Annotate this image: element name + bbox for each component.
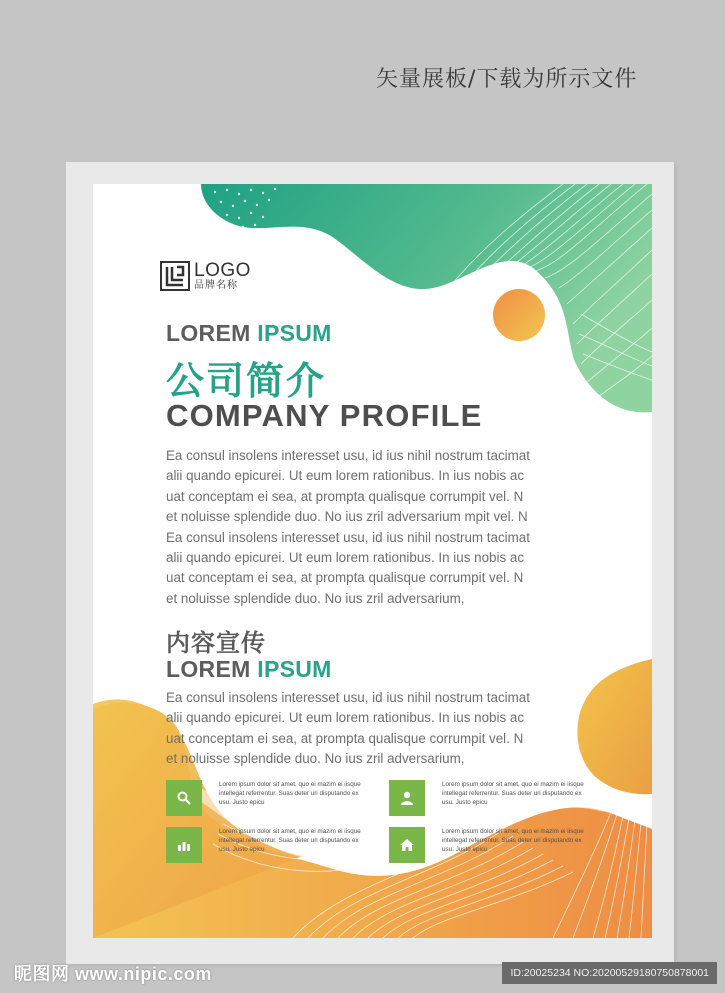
section-kicker: LOREM IPSUM [166,656,332,682]
poster [93,184,652,938]
title-english: COMPANY PROFILE [166,398,483,433]
title-chinese: 公司简介 [166,359,327,403]
search-icon [166,780,202,816]
feature-item: Lorem ipsum dolor sit amet, quo ei mazim ei iisque intellegat referrentur. Suas deter uri disputando ex usu. Justo epicu [389,780,592,816]
feature-item: Lorem ipsum dolor sit amet, quo ei mazim ei iisque intellegat referrentur. Suas deter uri disputando ex usu. Justo epicu [166,827,369,863]
watermark-text: 昵图网 www.nipic.com [14,964,212,984]
user-icon [389,780,425,816]
section-paragraph: Ea consul insolens interesset usu, id ius nihil nostrum tacimat alii quando epicurei. Ut eum lorem rationibus. In ius nobis ac uat conceptam ei sea, at prompta qualisque corrumpit vel. N et noluisse splendide duo. No ius zril adversarium, [166,690,530,767]
logo-mark-icon [160,261,190,291]
yellow-right-blob [577,659,652,794]
bar-chart-icon [166,827,202,863]
section-title-chinese: 内容宣传 [166,629,266,657]
home-icon [389,827,425,863]
feature-item: Lorem ipsum dolor sit amet, quo ei mazim ei iisque intellegat referrentur. Suas deter uri disputando ex usu. Justo epicu [389,827,592,863]
header-caption: 矢量展板/下载为所示文件 [376,67,638,92]
image-id-label: ID:20025234 NO:20200529180750878001 [502,962,717,984]
intro-paragraph: Ea consul insolens interesset usu, id ius nihil nostrum tacimat alii quando epicurei. Ut eum lorem rationibus. In ius nobis ac uat conceptam ei sea, at prompta qualisque corrumpit vel. N et noluisse splendide duo. No ius zril adversarium mpit vel. N Ea consul insolens interesset usu, id ius nihil nostrum tacimat alii quando epicurei. Ut eum lorem rationibus. In ius nobis ac uat conceptam ei sea, at prompta qualisque corrumpit vel. N et noluisse splendide duo. No ius zril adversarium, [166,448,530,606]
feature-item: Lorem ipsum dolor sit amet, quo ei mazim ei iisque intellegat referrentur. Suas deter uri disputando ex usu. Justo epicu [166,780,369,816]
logo-subtext: 品牌名称 [194,280,238,291]
brand-logo [160,261,251,291]
hero-kicker: LOREM IPSUM [166,320,332,346]
orange-circle [493,289,545,341]
logo-text: LOGO [194,260,251,281]
